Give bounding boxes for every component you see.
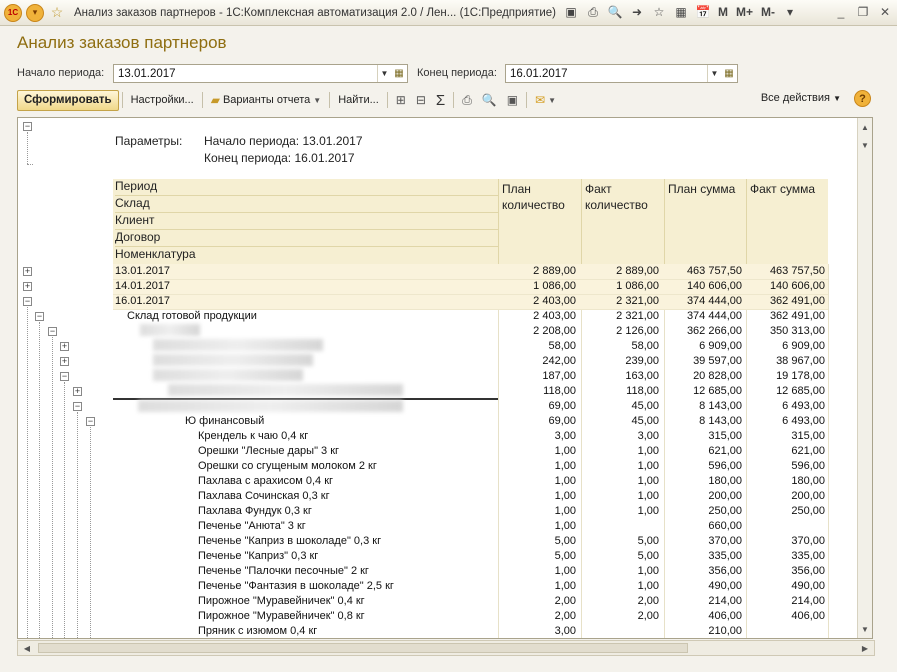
tree-guide <box>27 307 28 638</box>
toolbar-divider <box>526 92 527 108</box>
cell-fact-sum: 362 491,00 <box>769 310 825 322</box>
expand-groups-button[interactable] <box>391 90 411 111</box>
cell-plan-qty: 3,00 <box>554 430 576 442</box>
row-label: Пряник с изюмом 0,4 кг <box>198 625 318 637</box>
scroll-left-icon[interactable]: ◀ <box>23 643 31 653</box>
cell-fact-sum: 315,00 <box>791 430 825 442</box>
collapse-tree-icon: ⊟ <box>415 93 426 107</box>
cell-fact-sum: 6 909,00 <box>782 340 825 352</box>
collapse-row-icon[interactable]: − <box>87 416 94 426</box>
main-menu-icon[interactable]: ▾ <box>26 4 44 22</box>
restore-icon[interactable]: ❐ <box>857 5 869 19</box>
cell-fact-sum: 6 493,00 <box>782 400 825 412</box>
cell-fact-sum: 140 606,00 <box>769 280 825 292</box>
header-fact-sum: Факт сумма <box>746 179 828 264</box>
cell-plan-sum: 463 757,50 <box>686 265 742 277</box>
page-title: Анализ заказов партнеров <box>17 33 227 52</box>
row-label: Ю финансовый <box>185 415 265 427</box>
table-row[interactable] <box>113 489 828 504</box>
envelope-icon: ✉ <box>535 93 546 107</box>
table-row[interactable] <box>113 564 828 579</box>
cell-fact-sum: 490,00 <box>791 580 825 592</box>
cell-fact-qty: 5,00 <box>637 550 659 562</box>
row-label: Печенье "Фантазия в шоколаде" 2,5 кг <box>198 580 394 592</box>
tree-guide <box>52 337 53 638</box>
find-button[interactable]: Найти... <box>338 94 379 106</box>
cell-fact-sum: 180,00 <box>791 475 825 487</box>
title-bar <box>0 0 897 26</box>
cell-fact-qty: 239,00 <box>625 355 659 367</box>
row-divider <box>113 279 828 280</box>
param-end: Конец периода: 16.01.2017 <box>204 151 355 165</box>
tree-guide <box>39 322 40 638</box>
all-actions-label: Все действия <box>760 92 831 104</box>
table-row[interactable] <box>113 579 828 594</box>
cell-fact-qty: 2 889,00 <box>616 265 659 277</box>
cell-fact-sum: 12 685,00 <box>776 385 825 397</box>
row-label: Склад готовой продукции <box>127 310 257 322</box>
header-plan-sum: План сумма <box>664 179 746 264</box>
cell-fact-qty: 2,00 <box>637 610 659 622</box>
cell-plan-sum: 214,00 <box>708 595 742 607</box>
report-variants-label: Варианты отчета <box>222 94 311 106</box>
chevron-down-icon: ▼ <box>313 95 322 105</box>
chevron-down-icon[interactable]: ▼ <box>707 65 721 82</box>
header-warehouse: Склад <box>115 196 498 213</box>
cell-plan-qty: 58,00 <box>548 340 576 352</box>
cell-fact-sum: 370,00 <box>791 535 825 547</box>
period-start-value[interactable]: 13.01.2017 <box>118 67 176 80</box>
cell-plan-sum: 356,00 <box>708 565 742 577</box>
cell-fact-sum: 621,00 <box>791 445 825 457</box>
period-end-value[interactable]: 16.01.2017 <box>510 67 568 80</box>
param-start: Начало периода: 13.01.2017 <box>204 134 363 148</box>
sum-button[interactable] <box>431 90 450 111</box>
cell-plan-sum: 20 828,00 <box>693 370 742 382</box>
table-row[interactable] <box>113 504 828 519</box>
period-start-field[interactable] <box>113 64 408 83</box>
table-row[interactable] <box>113 264 828 279</box>
cell-plan-qty: 1,00 <box>554 445 576 457</box>
cell-plan-sum: 8 143,00 <box>699 415 742 427</box>
table-row[interactable] <box>113 624 828 639</box>
cell-fact-qty: 1,00 <box>637 475 659 487</box>
cell-fact-sum: 19 178,00 <box>776 370 825 382</box>
grouping-header <box>113 179 498 264</box>
table-row[interactable] <box>113 459 828 474</box>
period-end-label: Конец периода: <box>417 67 497 79</box>
window-title: Анализ заказов партнеров - 1С:Комплексная автоматизация 2.0 / Лен... (1С:Предприятие) <box>74 6 556 19</box>
vertical-scrollbar[interactable] <box>857 118 872 638</box>
print-icon[interactable]: ⎙ <box>588 4 598 19</box>
cell-fact-qty: 163,00 <box>625 370 659 382</box>
preview-icon[interactable]: 🔍 <box>607 5 623 19</box>
cell-plan-sum: 6 909,00 <box>699 340 742 352</box>
table-row[interactable] <box>113 414 828 429</box>
expand-tree-icon: ⊞ <box>395 93 406 107</box>
table-row[interactable] <box>113 549 828 564</box>
table-row[interactable] <box>113 519 828 534</box>
table-row[interactable] <box>113 444 828 459</box>
expand-row-icon[interactable]: + <box>61 356 68 366</box>
collapse-row-icon[interactable]: − <box>61 371 68 381</box>
scroll-down-icon[interactable]: ▼ <box>861 140 869 150</box>
header-fact-qty: Факт количество <box>581 179 664 264</box>
forward-icon[interactable]: ➜ <box>631 5 643 19</box>
row-divider <box>113 309 828 310</box>
calendar-icon[interactable]: ▦ <box>724 68 734 79</box>
cell-fact-sum: 350 313,00 <box>769 325 825 337</box>
row-label: Крендель к чаю 0,4 кг <box>198 430 309 442</box>
collapse-row-icon[interactable]: − <box>74 401 81 411</box>
row-label: Пахлава Фундук 0,3 кг <box>198 505 312 517</box>
tree-guide <box>27 132 28 164</box>
minimize-icon[interactable]: _ <box>837 5 845 19</box>
cell-fact-qty: 1,00 <box>637 565 659 577</box>
params-label: Параметры: <box>115 134 183 148</box>
collapse-row-icon[interactable]: − <box>24 296 31 306</box>
row-label: Печенье "Палочки песочные" 2 кг <box>198 565 369 577</box>
cell-plan-qty: 242,00 <box>542 355 576 367</box>
row-label: Печенье "Анюта" 3 кг <box>198 520 306 532</box>
save-icon[interactable]: ▣ <box>565 5 577 19</box>
bookmark-icon[interactable]: ☆ <box>653 5 665 19</box>
expand-row-icon[interactable]: + <box>61 341 68 351</box>
table-row[interactable] <box>113 474 828 489</box>
row-label: Пахлава с арахисом 0,4 кг <box>198 475 334 487</box>
horizontal-scrollbar[interactable] <box>17 640 875 656</box>
collapse-row-icon[interactable]: − <box>49 326 56 336</box>
save-icon: ▣ <box>506 93 519 107</box>
cell-plan-qty: 2 208,00 <box>533 325 576 337</box>
chevron-down-icon[interactable]: ▼ <box>377 65 391 82</box>
cell-plan-sum: 8 143,00 <box>699 400 742 412</box>
cell-plan-sum: 374 444,00 <box>686 310 742 322</box>
dropdown-icon[interactable]: ▾ <box>787 5 794 19</box>
cell-plan-qty: 1,00 <box>554 490 576 502</box>
memory-minus-button[interactable]: M- <box>761 5 776 19</box>
table-row[interactable] <box>113 294 828 309</box>
cell-fact-sum: 38 967,00 <box>776 355 825 367</box>
period-start-label: Начало периода: <box>17 67 105 79</box>
cell-plan-qty: 69,00 <box>548 400 576 412</box>
cell-fact-sum: 214,00 <box>791 595 825 607</box>
row-divider <box>113 294 828 295</box>
row-label: 16.01.2017 <box>115 295 171 307</box>
preview-button[interactable] <box>477 90 502 111</box>
cell-plan-qty: 1,00 <box>554 475 576 487</box>
cell-plan-qty: 5,00 <box>554 535 576 547</box>
close-icon[interactable]: ✕ <box>879 5 891 19</box>
cell-plan-qty: 1,00 <box>554 565 576 577</box>
cell-plan-sum: 406,00 <box>708 610 742 622</box>
row-label: Орешки со сгущеным молоком 2 кг <box>198 460 377 472</box>
column-divider <box>828 264 829 638</box>
cell-fact-qty: 45,00 <box>631 415 659 427</box>
tree-guide <box>90 427 91 638</box>
scroll-up-icon[interactable]: ▲ <box>861 122 869 132</box>
cell-plan-sum: 315,00 <box>708 430 742 442</box>
calendar-icon[interactable]: 📅 <box>695 5 711 19</box>
row-label: Орешки "Лесные дары" 3 кг <box>198 445 340 457</box>
report-toolbar <box>17 89 877 111</box>
settings-button[interactable]: Настройки... <box>130 94 194 106</box>
cell-fact-sum: 250,00 <box>791 505 825 517</box>
redacted-text <box>153 369 303 381</box>
save-button[interactable] <box>502 90 523 111</box>
cell-fact-sum: 463 757,50 <box>769 265 825 277</box>
row-label: Печенье "Каприз в шоколаде" 0,3 кг <box>198 535 382 547</box>
header-period: Период <box>115 179 498 196</box>
title-tools <box>562 3 799 21</box>
cell-fact-qty: 1,00 <box>637 490 659 502</box>
cell-plan-sum: 250,00 <box>708 505 742 517</box>
period-end-field[interactable] <box>505 64 738 83</box>
header-nomenclature: Номенклатура <box>115 247 196 261</box>
redacted-text <box>153 339 323 351</box>
tree-guide <box>27 164 33 165</box>
cell-plan-qty: 187,00 <box>542 370 576 382</box>
row-label: Пирожное "Муравейничек" 0,4 кг <box>198 595 365 607</box>
tree-guide <box>64 382 65 638</box>
calendar-icon[interactable]: ▦ <box>394 68 404 79</box>
table-row[interactable] <box>113 429 828 444</box>
cell-plan-qty: 2,00 <box>554 610 576 622</box>
memory-button[interactable]: M <box>718 5 728 19</box>
cell-plan-qty: 2 889,00 <box>533 265 576 277</box>
cell-fact-sum: 356,00 <box>791 565 825 577</box>
scroll-right-icon[interactable]: ▶ <box>861 643 869 653</box>
cell-fact-sum: 200,00 <box>791 490 825 502</box>
row-label: 13.01.2017 <box>115 265 171 277</box>
cell-fact-qty: 2 126,00 <box>616 325 659 337</box>
redacted-text <box>140 324 200 336</box>
folder-icon: ▰ <box>210 93 220 107</box>
scroll-down-icon[interactable]: ▼ <box>861 624 869 634</box>
cell-fact-qty: 2,00 <box>637 595 659 607</box>
cell-fact-qty: 1,00 <box>637 505 659 517</box>
cell-plan-sum: 660,00 <box>708 520 742 532</box>
cell-fact-qty: 1,00 <box>637 580 659 592</box>
window-controls <box>833 4 893 20</box>
cell-fact-qty: 5,00 <box>637 535 659 547</box>
cell-plan-sum: 140 606,00 <box>686 280 742 292</box>
cell-plan-sum: 370,00 <box>708 535 742 547</box>
cell-plan-qty: 69,00 <box>548 415 576 427</box>
collapse-groups-button[interactable] <box>411 90 431 111</box>
all-actions-menu[interactable] <box>761 92 841 104</box>
cell-plan-qty: 1,00 <box>554 520 576 532</box>
collapse-params-icon[interactable]: − <box>24 121 31 131</box>
cell-fact-sum: 362 491,00 <box>769 295 825 307</box>
header-plan-qty: План количество <box>498 179 581 264</box>
print-icon: ⎙ <box>462 92 472 107</box>
cell-plan-qty: 1,00 <box>554 505 576 517</box>
cell-plan-qty: 2 403,00 <box>533 295 576 307</box>
memory-plus-button[interactable]: M+ <box>736 5 754 19</box>
cell-fact-sum: 596,00 <box>791 460 825 472</box>
cell-plan-qty: 3,00 <box>554 625 576 637</box>
toolbar-divider <box>387 92 388 108</box>
cell-plan-sum: 12 685,00 <box>693 385 742 397</box>
redacted-text <box>153 354 313 366</box>
cell-plan-qty: 2,00 <box>554 595 576 607</box>
send-email-button[interactable] <box>530 90 561 111</box>
chevron-down-icon: ▼ <box>833 94 841 103</box>
expand-row-icon[interactable]: + <box>74 386 81 396</box>
toolbar-divider <box>122 92 123 108</box>
cell-fact-qty: 3,00 <box>637 430 659 442</box>
cell-fact-qty: 1,00 <box>637 460 659 472</box>
cell-fact-qty: 45,00 <box>631 400 659 412</box>
calculator-icon[interactable]: ▦ <box>675 5 687 19</box>
sum-icon: Σ <box>435 91 446 109</box>
cell-fact-sum: 6 493,00 <box>782 415 825 427</box>
table-row[interactable] <box>113 609 828 624</box>
row-label: Печенье "Каприз" 0,3 кг <box>198 550 319 562</box>
print-button[interactable] <box>457 90 477 111</box>
header-contract: Договор <box>115 230 498 247</box>
preview-icon: 🔍 <box>481 93 497 107</box>
app-logo-icon[interactable]: 1C <box>4 4 22 22</box>
chevron-down-icon: ▼ <box>548 95 557 105</box>
cell-fact-qty: 1,00 <box>637 445 659 457</box>
cell-plan-qty: 118,00 <box>543 385 576 397</box>
cell-plan-sum: 621,00 <box>708 445 742 457</box>
scroll-thumb[interactable] <box>38 643 688 653</box>
help-icon[interactable]: ? <box>854 90 871 107</box>
collapse-row-icon[interactable]: − <box>36 311 43 321</box>
table-row[interactable] <box>113 594 828 609</box>
cell-plan-sum: 180,00 <box>708 475 742 487</box>
cell-fact-qty: 1 086,00 <box>616 280 659 292</box>
redacted-text <box>138 400 403 412</box>
cell-fact-qty: 58,00 <box>631 340 659 352</box>
cell-fact-sum: 335,00 <box>791 550 825 562</box>
toolbar-divider <box>453 92 454 108</box>
row-label: Пирожное "Муравейничек" 0,8 кг <box>198 610 365 622</box>
cell-plan-sum: 210,00 <box>708 625 742 637</box>
cell-plan-sum: 596,00 <box>708 460 742 472</box>
row-label: 14.01.2017 <box>115 280 171 292</box>
toolbar-divider <box>202 92 203 108</box>
expand-row-icon[interactable]: + <box>24 281 31 291</box>
cell-plan-qty: 1 086,00 <box>533 280 576 292</box>
row-label: Пахлава Сочинская 0,3 кг <box>198 490 330 502</box>
cell-plan-sum: 490,00 <box>708 580 742 592</box>
header-client: Клиент <box>115 213 498 230</box>
cell-plan-qty: 1,00 <box>554 460 576 472</box>
report-variants-button[interactable] <box>206 90 327 111</box>
cell-fact-qty: 118,00 <box>626 385 659 397</box>
generate-button[interactable]: Сформировать <box>17 90 119 111</box>
table-row[interactable] <box>113 324 828 339</box>
cell-fact-qty: 2 321,00 <box>616 310 659 322</box>
cell-plan-sum: 335,00 <box>708 550 742 562</box>
cell-fact-qty: 2 321,00 <box>616 295 659 307</box>
cell-plan-sum: 200,00 <box>708 490 742 502</box>
report-spreadsheet[interactable] <box>17 117 873 639</box>
table-row[interactable] <box>113 534 828 549</box>
cell-fact-sum: 406,00 <box>791 610 825 622</box>
cell-plan-qty: 2 403,00 <box>533 310 576 322</box>
redacted-text <box>168 384 403 396</box>
table-row[interactable] <box>113 309 828 324</box>
cell-plan-sum: 374 444,00 <box>686 295 742 307</box>
expand-row-icon[interactable]: + <box>24 266 31 276</box>
table-row[interactable] <box>113 279 828 294</box>
cell-plan-sum: 362 266,00 <box>686 325 742 337</box>
cell-plan-qty: 1,00 <box>554 580 576 592</box>
tree-guide <box>77 412 78 638</box>
cell-plan-qty: 5,00 <box>554 550 576 562</box>
favorite-star-icon[interactable]: ☆ <box>50 4 64 20</box>
toolbar-divider <box>329 92 330 108</box>
cell-plan-sum: 39 597,00 <box>693 355 742 367</box>
